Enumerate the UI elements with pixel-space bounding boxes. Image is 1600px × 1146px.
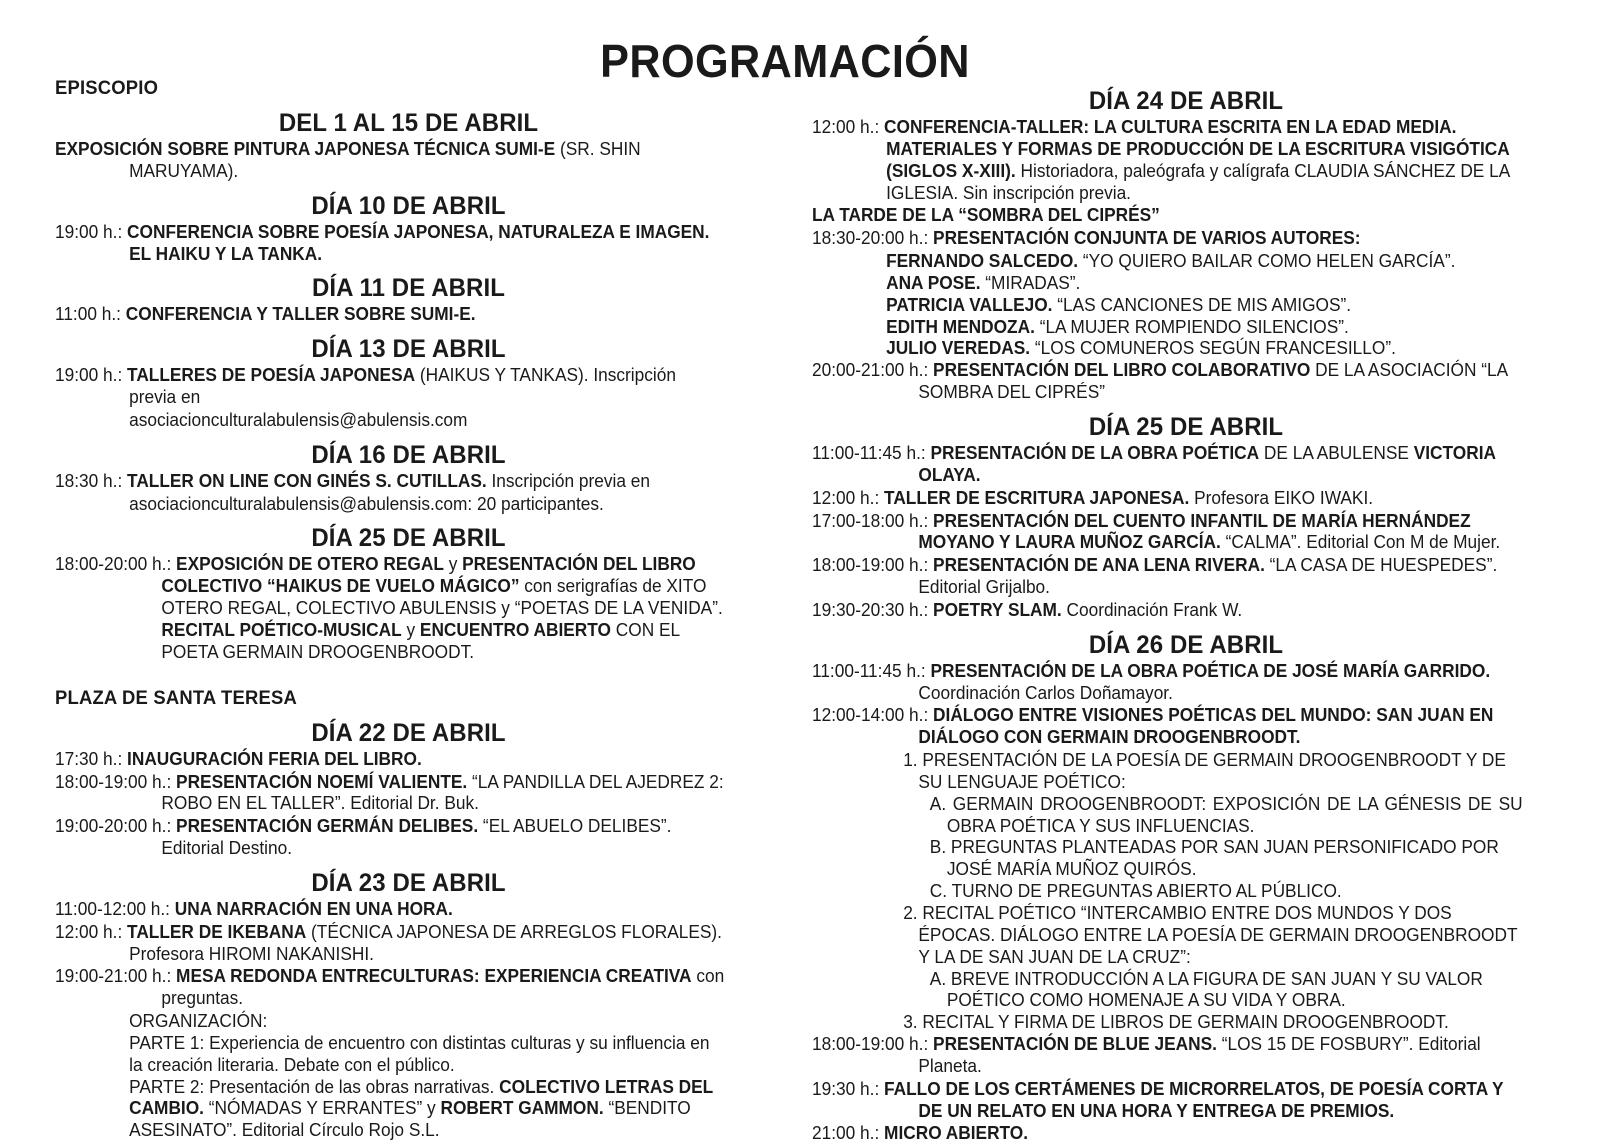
- venue-heading-plaza: PLAZA DE SANTA TERESA: [55, 687, 297, 709]
- author-entry: [812, 338, 1523, 360]
- programme-entry: [812, 511, 1523, 555]
- day-heading: DÍA 25 DE ABRIL: [1088, 412, 1284, 441]
- emphasis-text: PRESENTACIÓN DEL CUENTO INFANTIL DE MARÍA HERNÁNDEZ MOYANO Y LAURA MUÑOZ GARCÍA.: [918, 510, 1471, 553]
- emphasis-text: PRESENTACIÓN NOEMÍ VALIENTE.: [176, 771, 468, 792]
- plain-text: Inscripción previa en: [486, 470, 650, 491]
- venue-heading-episcopio: EPISCOPIO: [55, 78, 159, 99]
- programme-entry: [812, 705, 1523, 749]
- programme-entry: [55, 365, 727, 409]
- right-column-days: [812, 87, 1560, 1145]
- outline-item: [812, 794, 1523, 838]
- plain-text: 19:00 h.:: [55, 365, 128, 386]
- right-column: [800, 78, 1600, 1146]
- plain-text: “LOS 15 DE FOSBURY”. Editorial Planeta.: [918, 1034, 1481, 1076]
- plain-text: 19:00-20:00 h.:: [55, 816, 177, 837]
- plain-text: 2. RECITAL POÉTICO “INTERCAMBIO ENTRE DOS MUNDOS Y DOS ÉPOCAS. DIÁLOGO ENTRE LA POESÍA DE GERMAIN DROOGENBROODT Y LA DE SAN JUAN DE LA CRUZ”:: [903, 903, 1518, 967]
- page-title: PROGRAMACIÓN: [600, 35, 970, 87]
- programme-entry: [55, 494, 727, 516]
- plain-text: 19:00-21:00 h.:: [55, 966, 177, 987]
- emphasis-text: UNA NARRACIÓN EN UNA HORA.: [174, 898, 453, 919]
- programme-entry: [812, 443, 1523, 487]
- day-heading: DÍA 11 DE ABRIL: [311, 274, 506, 303]
- emphasis-text: PRESENTACIÓN GERMÁN DELIBES.: [176, 816, 479, 837]
- outline-item: [812, 903, 1523, 969]
- plain-text: “EL ABUELO DELIBES”. Editorial Destino.: [161, 816, 672, 859]
- emphasis-text: FERNANDO SALCEDO.: [886, 251, 1079, 272]
- programme-entry: [55, 899, 727, 921]
- emphasis-text: CONFERENCIA Y TALLER SOBRE SUMI-E.: [125, 304, 476, 325]
- emphasis-text: INAUGURACIÓN FERIA DEL LIBRO.: [127, 748, 422, 769]
- day-heading: DÍA 23 DE ABRIL: [311, 868, 506, 897]
- plain-text: 19:30 h.:: [812, 1078, 885, 1099]
- plain-text: Coordinación Frank W.: [1061, 599, 1243, 620]
- programme-entry: [55, 554, 727, 663]
- emphasis-text: PRESENTACIÓN DEL LIBRO COLECTIVO “HAIKUS DE VUELO MÁGICO”: [161, 554, 696, 597]
- outline-item: [812, 881, 1523, 903]
- plain-text: 11:00-11:45 h.:: [812, 660, 931, 681]
- left-column: [0, 78, 800, 1142]
- plain-text: 12:00 h.:: [812, 487, 885, 508]
- plain-text: 18:00-20:00 h.:: [55, 554, 177, 575]
- programme-entry: [55, 772, 727, 816]
- left-column-plaza-days: [55, 719, 762, 1143]
- programme-entry: [55, 222, 727, 266]
- plain-text: “LA MUJER ROMPIENDO SILENCIOS”.: [1034, 316, 1349, 337]
- plain-text: y: [401, 619, 420, 640]
- emphasis-text: MICRO ABIERTO.: [884, 1123, 1029, 1144]
- plain-text: CON EL POETA GERMAIN DROOGENBROODT.: [161, 619, 680, 662]
- plain-text: con preguntas.: [161, 966, 725, 1009]
- plain-text: y: [443, 554, 463, 575]
- plain-text: 11:00-12:00 h.:: [55, 898, 175, 919]
- plain-text: 18:30 h.:: [55, 470, 128, 491]
- plain-text: 17:30 h.:: [55, 748, 128, 769]
- programme-entry: [812, 1079, 1523, 1123]
- author-entry: [812, 317, 1523, 339]
- plain-text: “LA PANDILLA DEL AJEDREZ 2: ROBO EN EL TALLER”. Editorial Dr. Buk.: [161, 771, 724, 814]
- programme-entry: [55, 139, 727, 183]
- entry-detail: [55, 1077, 727, 1143]
- plain-text: “LA CASA DE HUESPEDES”. Editorial Grijalbo.: [918, 555, 1498, 598]
- plain-text: 11:00 h.:: [55, 304, 126, 325]
- plain-text: (SR. SHIN MARUYAMA).: [129, 139, 641, 181]
- programme-entry: [55, 922, 727, 966]
- day-heading: DÍA 24 DE ABRIL: [1088, 87, 1284, 115]
- day-heading: DEL 1 AL 15 DE ABRIL: [278, 109, 539, 137]
- emphasis-text: PRESENTACIÓN DE LA OBRA POÉTICA: [930, 442, 1260, 463]
- emphasis-text: LA TARDE DE LA “SOMBRA DEL CIPRÉS”: [812, 205, 1160, 226]
- plain-text: (TÉCNICA JAPONESA DE ARREGLOS FLORALES). Profesora HIROMI NAKANISHI.: [129, 921, 722, 964]
- left-column-days: [55, 109, 762, 664]
- programme-entry: [55, 749, 727, 771]
- emphasis-text: ROBERT GAMMON.: [440, 1098, 604, 1119]
- plain-text: “LOS COMUNEROS SEGÚN FRANCESILLO”.: [1030, 338, 1396, 359]
- plain-text: “BENDITO ASESINATO”. Editorial Círculo Rojo S.L.: [129, 1098, 691, 1141]
- plain-text: Historiadora, paleógrafa y calígrafa CLAUDIA SÁNCHEZ DE LA IGLESIA. Sin inscripción previa.: [886, 160, 1510, 203]
- plain-text: asociacionculturalabulensis@abulensis.com: 20 participantes.: [129, 493, 604, 514]
- programme-entry: [812, 1034, 1523, 1078]
- day-heading: DÍA 25 DE ABRIL: [311, 524, 506, 553]
- plain-text: A. GERMAIN DROOGENBROODT: EXPOSICIÓN DE LA GÉNESIS DE SU OBRA POÉTICA Y SUS INFLUENCIAS.: [929, 793, 1523, 836]
- plain-text: PARTE 1: Experiencia de encuentro con distintas culturas y su influencia en la creación literaria. Debate con el público.: [129, 1032, 710, 1075]
- plain-text: C. TURNO DE PREGUNTAS ABIERTO AL PÚBLICO.: [929, 881, 1342, 902]
- author-entry: [812, 251, 1523, 273]
- plain-text: 21:00 h.:: [812, 1123, 885, 1144]
- programme-entry: [812, 661, 1523, 705]
- day-heading: DÍA 26 DE ABRIL: [1088, 630, 1284, 659]
- programme-entry: [55, 471, 727, 493]
- emphasis-text: TALLERES DE POESÍA JAPONESA: [127, 365, 416, 386]
- outline-item: [812, 837, 1523, 881]
- programme-entry: [812, 600, 1523, 622]
- plain-text: DE LA ABULENSE: [1259, 442, 1414, 463]
- plain-text: “LAS CANCIONES DE MIS AMIGOS”.: [1052, 294, 1352, 315]
- plain-text: 11:00-11:45 h.:: [812, 442, 931, 463]
- plain-text: 12:00-14:00 h.:: [812, 705, 934, 726]
- outline-item: [812, 750, 1523, 794]
- plain-text: con serigrafías de XITO OTERO REGAL, COLECTIVO ABULENSIS y “POETAS DE LA VENIDA”.: [161, 576, 723, 619]
- plain-text: “MIRADAS”.: [980, 272, 1081, 293]
- plain-text: “NÓMADAS Y ERRANTES” y: [203, 1098, 441, 1119]
- emphasis-text: ANA POSE.: [886, 272, 981, 293]
- plain-text: 18:30-20:00 h.:: [812, 228, 934, 249]
- plain-text: (HAIKUS Y TANKAS). Inscripción previa en: [129, 365, 676, 408]
- plain-text: Coordinación Carlos Doñamayor.: [918, 682, 1173, 703]
- plain-text: 19:30-20:30 h.:: [812, 599, 934, 620]
- author-entry: [812, 295, 1523, 317]
- plain-text: 17:00-18:00 h.:: [812, 510, 934, 531]
- programme-entry: [812, 117, 1523, 204]
- plain-text: “CALMA”. Editorial Con M de Mujer.: [1220, 532, 1501, 553]
- plain-text: A. BREVE INTRODUCCIÓN A LA FIGURA DE SAN JUAN Y SU VALOR POÉTICO COMO HOMENAJE A SU VIDA Y OBRA.: [929, 968, 1483, 1011]
- emphasis-text: PRESENTACIÓN CONJUNTA DE VARIOS AUTORES:: [933, 228, 1361, 249]
- programme-entry: [55, 410, 727, 432]
- emphasis-text: DIÁLOGO ENTRE VISIONES POÉTICAS DEL MUNDO: SAN JUAN EN DIÁLOGO CON GERMAIN DROOGENBROODT.: [918, 705, 1494, 748]
- emphasis-text: CONFERENCIA SOBRE POESÍA JAPONESA, NATURALEZA E IMAGEN. EL HAIKU Y LA TANKA.: [127, 221, 710, 264]
- day-heading: DÍA 22 DE ABRIL: [311, 718, 506, 747]
- emphasis-text: TALLER DE ESCRITURA JAPONESA.: [884, 487, 1190, 508]
- emphasis-text: TALLER DE IKEBANA: [127, 921, 307, 942]
- plain-text: 20:00-21:00 h.:: [812, 360, 934, 381]
- plain-text: “YO QUIERO BAILAR COMO HELEN GARCÍA”.: [1078, 251, 1456, 272]
- emphasis-text: PRESENTACIÓN DE BLUE JEANS.: [933, 1034, 1217, 1055]
- plain-text: B. PREGUNTAS PLANTEADAS POR SAN JUAN PERSONIFICADO POR JOSÉ MARÍA MUÑOZ QUIRÓS.: [929, 837, 1499, 880]
- plain-text: 18:00-19:00 h.:: [812, 555, 934, 576]
- emphasis-text: RECITAL POÉTICO-MUSICAL: [161, 619, 402, 640]
- plain-text: 3. RECITAL Y FIRMA DE LIBROS DE GERMAIN DROOGENBROODT.: [903, 1012, 1449, 1033]
- plain-text: 12:00 h.:: [812, 117, 885, 137]
- author-entry: [812, 273, 1523, 295]
- day-heading: DÍA 13 DE ABRIL: [311, 335, 506, 364]
- emphasis-text: EDITH MENDOZA.: [886, 316, 1035, 337]
- plain-text: 18:00-19:00 h.:: [812, 1034, 934, 1055]
- plain-text: 12:00 h.:: [55, 921, 128, 942]
- emphasis-text: FALLO DE LOS CERTÁMENES DE MICRORRELATOS, DE POESÍA CORTA Y DE UN RELATO EN UNA HORA Y ENTREGA DE PREMIOS.: [884, 1078, 1504, 1121]
- plain-text: ORGANIZACIÓN:: [129, 1011, 268, 1032]
- emphasis-text: ENCUENTRO ABIERTO: [419, 619, 611, 640]
- plain-text: asociacionculturalabulensis@abulensis.com: [129, 409, 468, 430]
- programme-entry: [812, 1123, 1523, 1145]
- emphasis-text: VICTORIA OLAYA.: [918, 442, 1496, 485]
- emphasis-text: PRESENTACIÓN DE ANA LENA RIVERA.: [933, 555, 1265, 576]
- emphasis-text: CONFERENCIA-TALLER: LA CULTURA ESCRITA EN LA EDAD MEDIA. MATERIALES Y FORMAS DE PRODUCCIÓN DE LA ESCRITURA VISIGÓTICA (SIGLOS X-XIII).: [884, 117, 1510, 181]
- entry-detail: [55, 1033, 727, 1077]
- programme-entry: [812, 205, 1523, 227]
- emphasis-text: PRESENTACIÓN DEL LIBRO COLABORATIVO: [933, 360, 1311, 381]
- programme-entry: [812, 488, 1523, 510]
- programme-entry: [812, 360, 1523, 404]
- emphasis-text: TALLER ON LINE CON GINÉS S. CUTILLAS.: [127, 470, 487, 491]
- programme-entry: [55, 966, 727, 1010]
- outline-item: [812, 969, 1523, 1013]
- plain-text: DE LA ASOCIACIÓN “LA SOMBRA DEL CIPRÉS”: [918, 360, 1508, 403]
- day-heading: DÍA 10 DE ABRIL: [311, 191, 506, 220]
- programme-entry: [55, 304, 727, 326]
- emphasis-text: EXPOSICIÓN DE OTERO REGAL: [176, 554, 444, 575]
- emphasis-text: POETRY SLAM.: [933, 599, 1062, 620]
- programme-entry: [812, 555, 1523, 599]
- two-column-body: [0, 78, 1600, 1146]
- programme-entry: [55, 816, 727, 860]
- plain-text: 1. PRESENTACIÓN DE LA POESÍA DE GERMAIN DROOGENBROODT Y DE SU LENGUAJE POÉTICO:: [903, 750, 1506, 792]
- emphasis-text: COLECTIVO LETRAS DEL CAMBIO.: [129, 1076, 713, 1119]
- emphasis-text: JULIO VEREDAS.: [886, 338, 1031, 359]
- plain-text: PARTE 2: Presentación de las obras narrativas.: [129, 1076, 500, 1097]
- plain-text: Profesora EIKO IWAKI.: [1189, 487, 1374, 508]
- plain-text: 19:00 h.:: [55, 221, 128, 242]
- emphasis-text: PRESENTACIÓN DE LA OBRA POÉTICA DE JOSÉ MARÍA GARRIDO.: [930, 660, 1491, 681]
- outline-item: [812, 1012, 1523, 1034]
- day-heading: DÍA 16 DE ABRIL: [311, 440, 506, 469]
- plain-text: 18:00-19:00 h.:: [55, 771, 177, 792]
- programme-entry: [812, 228, 1523, 250]
- emphasis-text: PATRICIA VALLEJO.: [886, 294, 1053, 315]
- emphasis-text: EXPOSICIÓN SOBRE PINTURA JAPONESA TÉCNICA SUMI-E: [55, 139, 556, 159]
- entry-detail: [55, 1011, 727, 1033]
- emphasis-text: MESA REDONDA ENTRECULTURAS: EXPERIENCIA CREATIVA: [176, 966, 692, 987]
